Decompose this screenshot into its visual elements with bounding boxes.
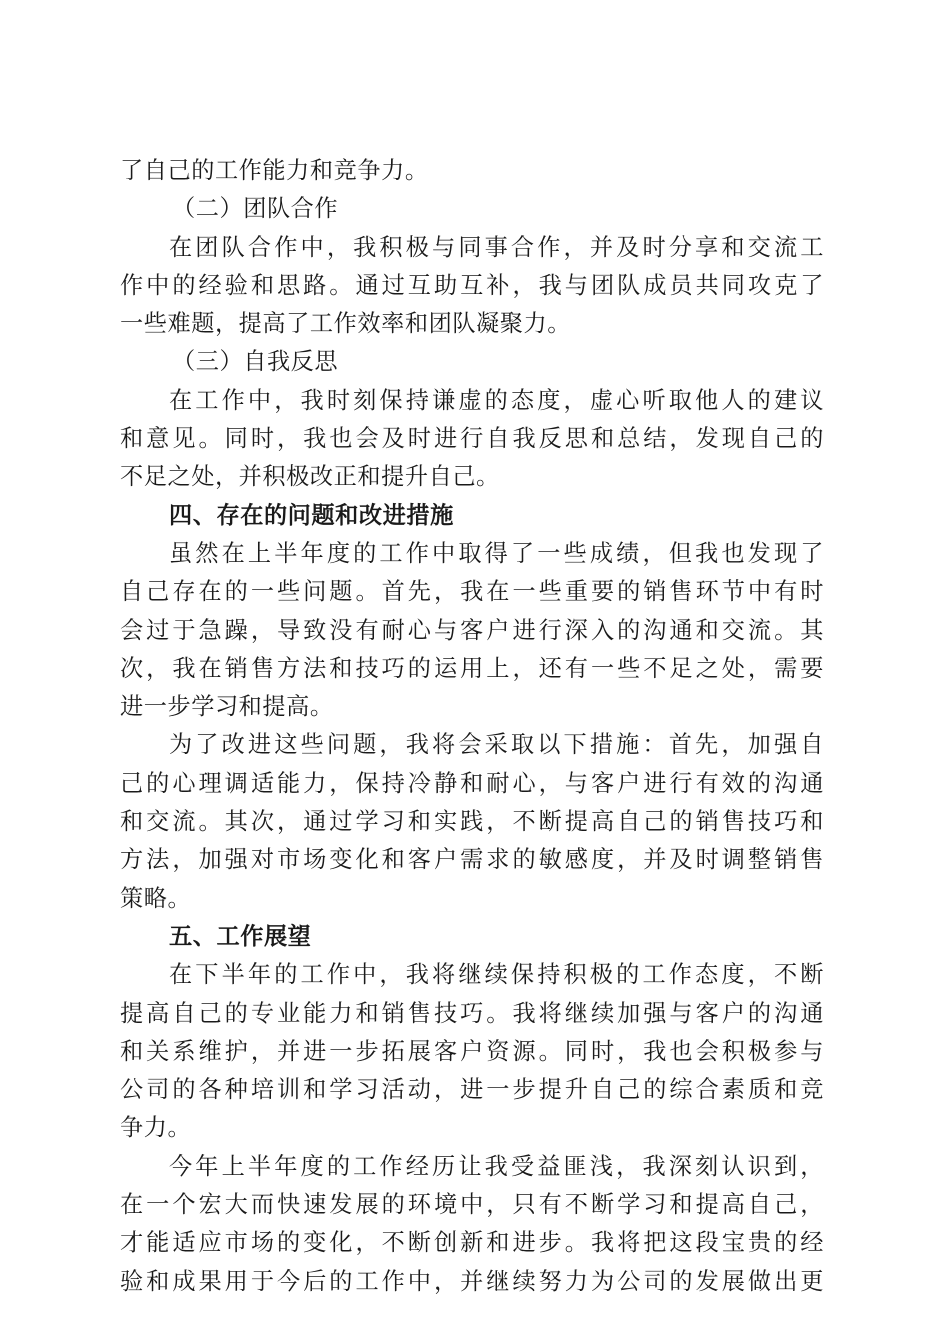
- paragraph-line: 和交流。其次，通过学习和实践，不断提高自己的销售技巧和: [120, 808, 824, 836]
- paragraph-line: 在工作中，我时刻保持谦虚的态度，虚心听取他人的建议: [169, 386, 824, 414]
- paragraph-line: 才能适应市场的变化，不断创新和进步。我将把这段宝贵的经: [120, 1229, 824, 1257]
- paragraph-line: 己的心理调适能力，保持冷静和耐心，与客户进行有效的沟通: [120, 769, 824, 797]
- paragraph-line: 在下半年的工作中，我将继续保持积极的工作态度，不断: [169, 961, 824, 989]
- paragraph-line: 虽然在上半年度的工作中取得了一些成绩，但我也发现了: [169, 539, 824, 567]
- paragraph-line: 在团队合作中，我积极与同事合作，并及时分享和交流工: [169, 233, 824, 261]
- section-heading-work-outlook: 五、工作展望: [169, 922, 312, 950]
- paragraph-line: 提高自己的专业能力和销售技巧。我将继续加强与客户的沟通: [120, 999, 824, 1027]
- paragraph-line: 策略。: [120, 884, 192, 912]
- paragraph-line: 自己存在的一些问题。首先，我在一些重要的销售环节中有时: [120, 578, 824, 606]
- paragraph-line: 不足之处，并积极改正和提升自己。: [120, 463, 500, 491]
- paragraph-line: 为了改进这些问题，我将会采取以下措施：首先，加强自: [169, 731, 824, 759]
- paragraph-line: 公司的各种培训和学习活动，进一步提升自己的综合素质和竞: [120, 1076, 824, 1104]
- paragraph-line: 争力。: [120, 1114, 192, 1142]
- subsection-heading-team-cooperation: （二）团队合作: [172, 195, 339, 223]
- paragraph-line: 在一个宏大而快速发展的环境中，只有不断学习和提高自己，: [120, 1191, 824, 1219]
- paragraph-line: 和关系维护，并进一步拓展客户资源。同时，我也会积极参与: [120, 1037, 824, 1065]
- paragraph-line: 方法，加强对市场变化和客户需求的敏感度，并及时调整销售: [120, 846, 824, 874]
- paragraph-line: 会过于急躁，导致没有耐心与客户进行深入的沟通和交流。其: [120, 616, 824, 644]
- subsection-heading-self-reflection: （三）自我反思: [172, 348, 339, 376]
- document-page: [120, 152, 824, 1301]
- paragraph-line: 今年上半年度的工作经历让我受益匪浅，我深刻认识到，: [169, 1152, 824, 1180]
- paragraph-line: 一些难题，提高了工作效率和团队凝聚力。: [120, 310, 572, 338]
- paragraph-line: 次，我在销售方法和技巧的运用上，还有一些不足之处，需要: [120, 654, 824, 682]
- paragraph-line: 和意见。同时，我也会及时进行自我反思和总结，发现自己的: [120, 425, 824, 453]
- paragraph-line: 验和成果用于今后的工作中，并继续努力为公司的发展做出更: [120, 1267, 824, 1295]
- paragraph-line: 了自己的工作能力和竞争力。: [120, 157, 429, 184]
- section-heading-problems-and-improvements: 四、存在的问题和改进措施: [169, 501, 454, 529]
- paragraph-line: 作中的经验和思路。通过互助互补，我与团队成员共同攻克了: [120, 271, 824, 299]
- paragraph-line: 进一步学习和提高。: [120, 693, 334, 721]
